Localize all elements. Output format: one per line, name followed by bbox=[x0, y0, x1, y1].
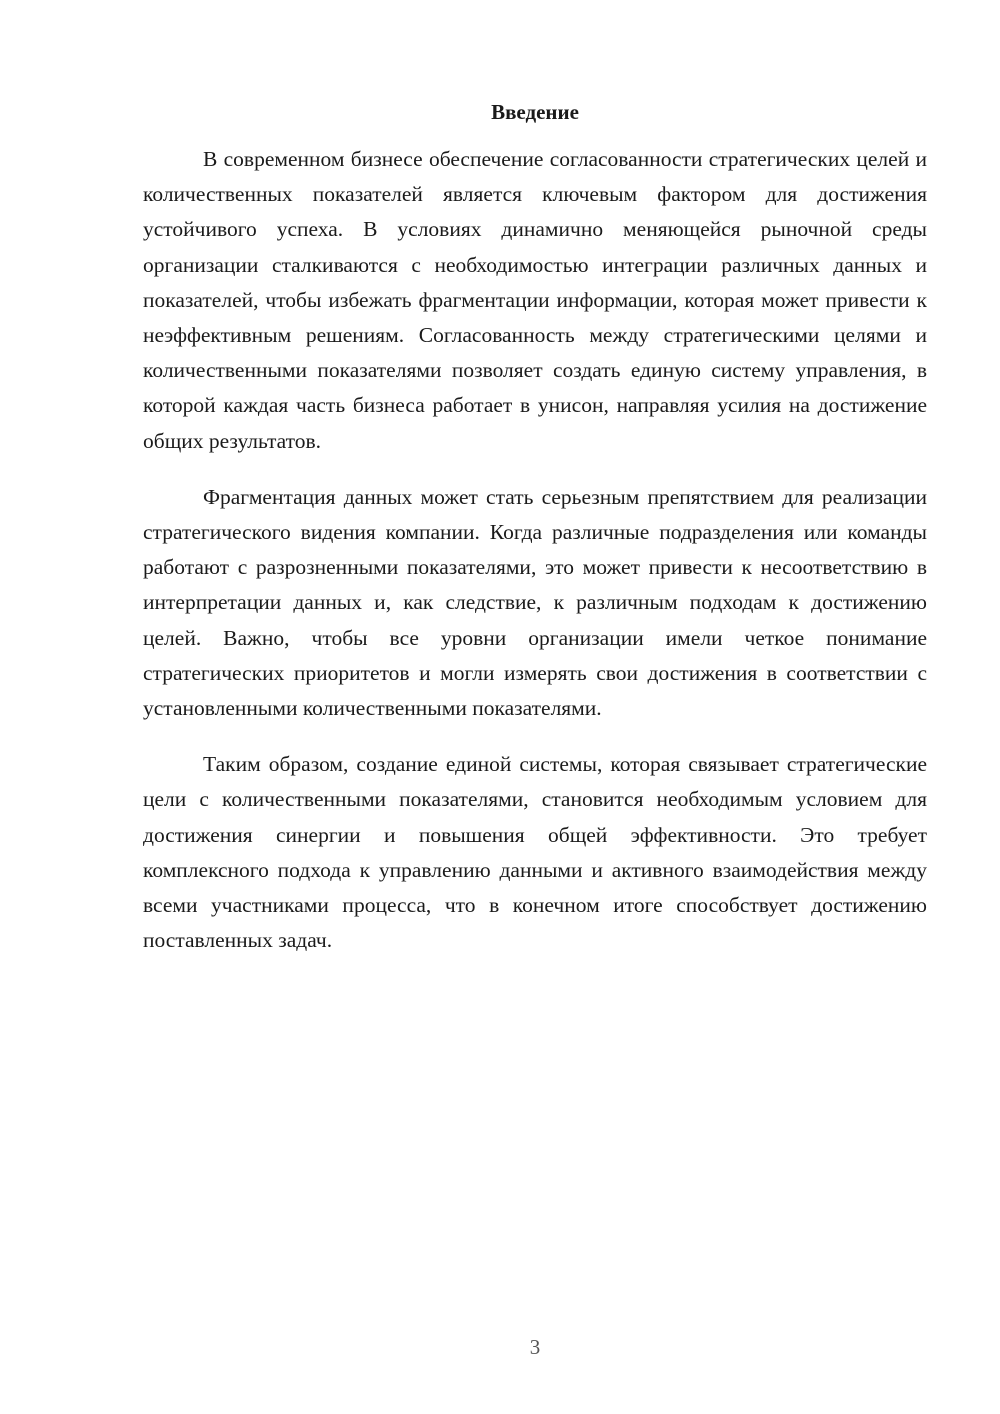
paragraph-2: Фрагментация данных может стать серьезным препятствием для реализации стратегического видения компании. Когда различные подразделения или команды работают с разрозненными показателями, это может привести к несоответствию в интерпретации данных и, как следствие, к различным подходам к достижению целей. Важно, чтобы все уровни организации имели четкое понимание стратегических приоритетов и могли измерять свои достижения в соответствии с установленными количественными показателями. bbox=[143, 484, 927, 721]
body-text bbox=[143, 142, 927, 958]
page-number: 3 bbox=[529, 1335, 541, 1359]
section-heading: Введение bbox=[491, 100, 579, 124]
paragraph-3: Таким образом, создание единой системы, которая связывает стратегические цели с количественными показателями, становится необходимым условием для достижения синергии и повышения общей эффективности. Это требует комплексного подхода к управлению данными и активного взаимодействия между всеми участниками процесса, что в конечном итоге способствует достижению поставленных задач. bbox=[143, 752, 927, 953]
paragraph-1: В современном бизнесе обеспечение согласованности стратегических целей и количественных показателей является ключевым фактором для достижения устойчивого успеха. В условиях динамично меняющейся рыночной среды организации сталкиваются с необходимостью интеграции различных данных и показателей, чтобы избежать фрагментации информации, которая может привести к неэффективным решениям. Согласованность между стратегическими целями и количественными показателями позволяет создать единую систему управления, в которой каждая часть бизнеса работает в унисон, направляя усилия на достижение общих результатов. bbox=[143, 147, 927, 453]
